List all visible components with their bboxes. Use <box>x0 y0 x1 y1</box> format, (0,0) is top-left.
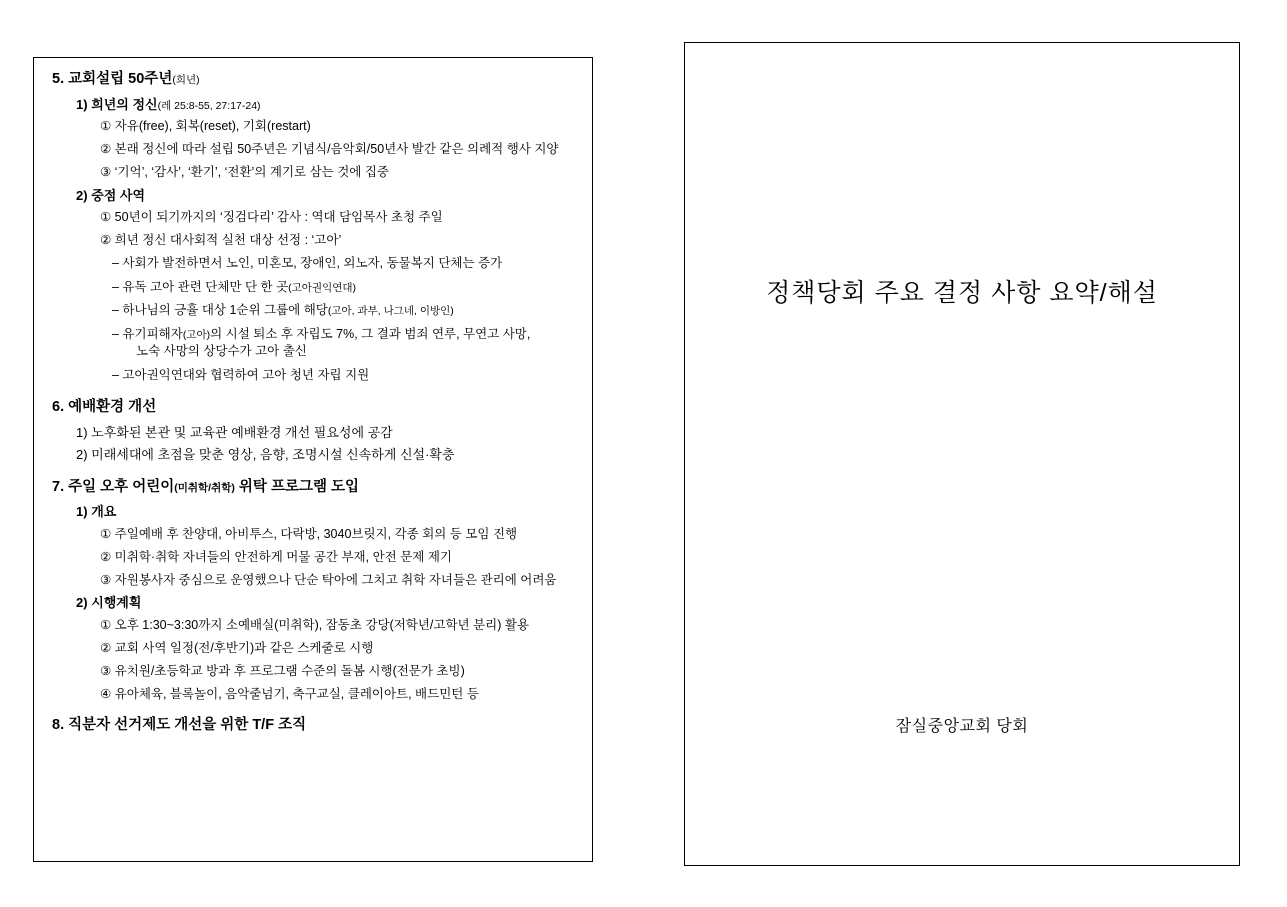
section-5-heading <box>48 70 578 90</box>
item-5-2-2-b <box>48 279 578 297</box>
section-5-2-heading <box>48 187 578 205</box>
section-5-number: 5. <box>52 71 65 87</box>
item-5-2-2-c-text: – 하나님의 긍휼 대상 1순위 그룹에 해당 <box>112 303 328 318</box>
section-7-1-number: 1) <box>76 504 88 520</box>
section-7-2-heading <box>48 594 578 612</box>
item-7-1-2: ② 미취학·취학 자녀들의 안전하게 머물 공간 부재, 안전 문제 제기 <box>100 549 452 564</box>
item-7-1-3: ③ 자원봉사자 중심으로 운영했으나 단순 탁아에 그치고 취학 자녀들은 관리에 어려움 <box>100 572 557 587</box>
section-8-number: 8. <box>52 717 65 734</box>
section-6-1: 1) 노후화된 본관 및 교육관 예배환경 개선 필요성에 공감 <box>76 424 393 440</box>
item-5-2-2-b-note: (고아권익연대) <box>288 281 357 294</box>
item-5-2-2-d-text-after: 의 시설 퇴소 후 자립도 7%, 그 결과 범죄 연루, 무연고 사망, <box>210 326 531 341</box>
item-5-2-2-d-continuation: 노숙 사망의 상당수가 고아 출신 <box>136 344 307 359</box>
cover-content <box>685 43 1239 865</box>
section-5-1-title: 희년의 정신 <box>91 96 158 112</box>
section-5-2-title: 중점 사역 <box>91 187 146 203</box>
item-5-2-2-d-note: (고아) <box>182 328 211 341</box>
item-5-2-1: ① 50년이 되기까지의 ‘징검다리’ 감사 : 역대 담임목사 초청 주일 <box>100 210 443 225</box>
section-5-1-number: 1) <box>76 96 88 112</box>
item-7-1-1: ① 주일예배 후 찬양대, 아비투스, 다락방, 3040브릿지, 각종 회의 등 모임 진행 <box>100 526 518 541</box>
cover-title: 정책당회 주요 결정 사항 요약/해설 <box>766 279 1158 307</box>
section-5-2-number: 2) <box>76 187 88 203</box>
section-5-1-note: (레 25:8-55, 27:17-24) <box>157 99 261 112</box>
cover-subtitle: 잠실중앙교회 당회 <box>895 718 1029 735</box>
section-7-1-heading <box>48 503 578 521</box>
document-page-right <box>684 42 1240 866</box>
section-7-number: 7. <box>52 478 65 495</box>
section-7-note: (미취학/취학) <box>174 481 235 494</box>
item-5-2-2-b-text: – 유독 고아 관련 단체만 단 한 곳 <box>112 279 289 294</box>
document-page-left <box>33 57 593 862</box>
section-7-title-after: 위탁 프로그램 도입 <box>234 478 360 495</box>
item-5-2-2-e: – 고아권익연대와 협력하여 고아 청년 자립 지원 <box>112 367 370 382</box>
item-5-2-2-d <box>48 326 578 361</box>
section-6-heading <box>48 398 578 418</box>
item-5-1-3: ③ ‘기억’, ‘감사’, ‘환기’, ‘전환’의 계기로 삼는 것에 집중 <box>100 164 389 179</box>
section-8-title: 직분자 선거제도 개선을 위한 T/F 조직 <box>68 717 307 734</box>
section-5-note: (희년) <box>172 74 200 86</box>
section-5-title: 교회설립 50주년 <box>68 71 173 87</box>
section-7-2-number: 2) <box>76 595 88 611</box>
section-6-title: 예배환경 개선 <box>68 399 157 416</box>
item-5-1-2: ② 본래 정신에 따라 설립 50주년은 기념식/음악회/50년사 발간 같은 의례적 행사 지양 <box>100 141 559 156</box>
section-7-title: 주일 오후 어린이 <box>68 478 175 495</box>
section-7-heading <box>48 478 578 498</box>
item-7-2-2: ② 교회 사역 일정(전/후반기)과 같은 스케줄로 시행 <box>100 640 374 655</box>
section-5-1-heading <box>48 96 578 114</box>
section-8-heading <box>48 716 578 736</box>
item-5-2-2-c-note: (고아, 과부, 나그네, 이방인) <box>327 305 454 318</box>
section-6-2: 2) 미래세대에 초점을 맞춘 영상, 음향, 조명시설 신속하게 신설·확충 <box>76 447 455 463</box>
item-5-2-2: ② 희년 정신 대사회적 실천 대상 선정 : ‘고아’ <box>100 233 342 248</box>
item-7-2-1: ① 오후 1:30~3:30까지 소예배실(미취학), 잠동초 강당(저학년/고학년 분리) 활용 <box>100 617 530 632</box>
item-5-2-2-d-text: – 유기피해자 <box>112 326 183 341</box>
item-7-2-4: ④ 유아체육, 블록놀이, 음악줄넘기, 축구교실, 클레이아트, 배드민턴 등 <box>100 686 479 701</box>
section-7-1-title: 개요 <box>91 504 117 520</box>
item-5-1-1: ① 자유(free), 회복(reset), 기회(restart) <box>100 119 311 134</box>
item-5-2-2-c <box>48 302 578 320</box>
item-7-2-3: ③ 유치원/초등학교 방과 후 프로그램 수준의 돌봄 시행(전문가 초빙) <box>100 663 465 678</box>
section-7-2-title: 시행계획 <box>91 595 142 611</box>
section-6-number: 6. <box>52 399 65 416</box>
item-5-2-2-a: – 사회가 발전하면서 노인, 미혼모, 장애인, 외노자, 동물복지 단체는 증가 <box>112 256 503 271</box>
